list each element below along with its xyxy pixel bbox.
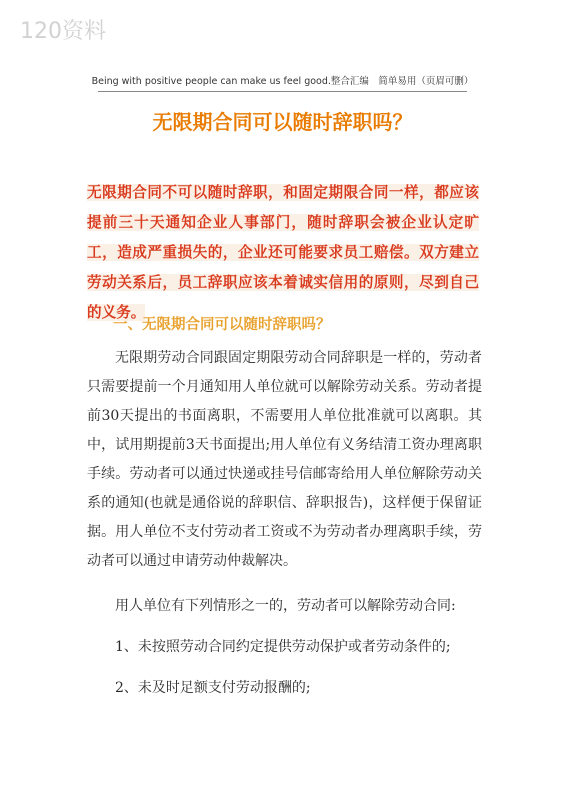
header-divider xyxy=(98,91,467,92)
body-paragraph: 无限期劳动合同跟固定期限劳动合同辞职是一样的，劳动者只需要提前一个月通知用人单位就可以解除劳动关系。劳动者提前30天提出的书面离职，不需要用人单位批准就可以离职。其中，试用期提前3天书面提出;用人单位有义务结清工资办理离职手续。劳动者可以通过快递或挂号信邮寄给用人单位解除劳动关系的通知(也就是通俗说的辞职信、辞职报告)，这样便于保留证据。用人单位不支付劳动者工资或不为劳动者办理离职手续，劳动者可以通过申请劳动仲裁解决。 xyxy=(87,350,482,569)
watermark-logo: 120资料 xyxy=(20,19,106,44)
list-item: 1、未按照劳动合同约定提供劳动保护或者劳动条件的; xyxy=(115,639,451,655)
list-item: 2、未及时足额支付劳动报酬的; xyxy=(115,680,311,696)
page-header: Being with positive people can make us feel good.整合汇编 简单易用（页眉可删） xyxy=(91,76,474,87)
summary-text: 无限期合同不可以随时辞职，和固定期限合同一样，都应该提前三十天通知企业人事部门，随时辞职会被企业认定旷工，造成严重损失的，企业还可能要求员工赔偿。双方建立劳动关系后，员工辞职应该本着诚实信用的原则，尽到自己的义务。 xyxy=(87,184,479,321)
summary-paragraph xyxy=(87,178,479,328)
body-paragraph: 用人单位有下列情形之一的，劳动者可以解除劳动合同: xyxy=(115,598,456,614)
section-heading: 一、无限期合同可以随时辞职吗？ xyxy=(113,317,331,333)
document-title: 无限期合同可以随时辞职吗？ xyxy=(152,110,413,134)
